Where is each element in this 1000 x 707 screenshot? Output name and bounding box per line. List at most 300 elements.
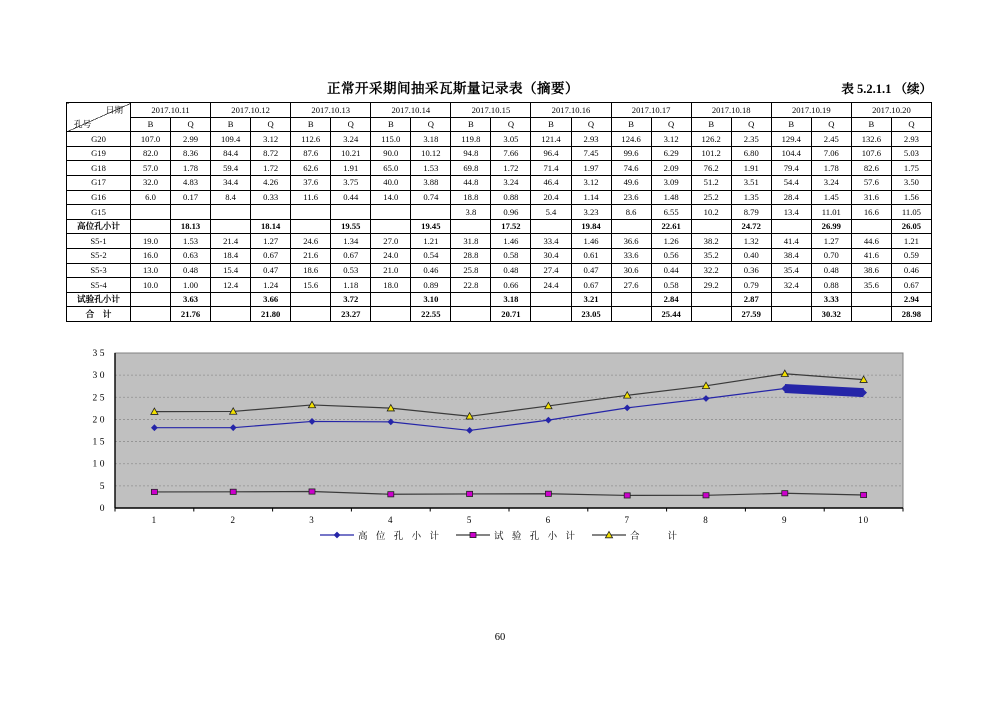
value-cell: 32.2 — [691, 263, 731, 278]
chart-marker-square — [861, 492, 867, 497]
subheader-cell: B — [211, 117, 251, 132]
chart-marker-square — [151, 489, 157, 494]
value-cell: 3.75 — [331, 175, 371, 190]
value-cell: 0.56 — [651, 248, 691, 263]
value-cell: 30.32 — [811, 307, 851, 322]
table-reference: 表 5.2.1.1 （续） — [841, 82, 932, 96]
value-cell — [131, 205, 171, 220]
title-bar — [66, 77, 932, 97]
y-axis-tick-label: 20 — [92, 415, 107, 426]
value-cell: 3.50 — [891, 175, 931, 190]
value-cell — [691, 307, 731, 322]
x-axis-tick-label: 7 — [624, 515, 630, 525]
value-cell: 29.2 — [691, 278, 731, 293]
value-cell: 1.53 — [171, 234, 211, 249]
value-cell: 3.51 — [731, 175, 771, 190]
value-cell: 32.0 — [131, 175, 171, 190]
value-cell: 24.4 — [531, 278, 571, 293]
date-header-cell: 2017.10.11 — [131, 103, 211, 118]
value-cell: 21.0 — [371, 263, 411, 278]
value-cell: 132.6 — [851, 132, 891, 147]
value-cell: 1.91 — [731, 161, 771, 176]
chart-marker-square — [624, 493, 630, 498]
value-cell: 3.88 — [411, 175, 451, 190]
value-cell: 38.2 — [691, 234, 731, 249]
gas-extraction-chart — [60, 348, 940, 558]
legend-item — [456, 528, 578, 542]
value-cell: 0.66 — [491, 278, 531, 293]
value-cell: 51.2 — [691, 175, 731, 190]
value-cell: 0.67 — [891, 278, 931, 293]
chart-canvas — [60, 348, 940, 528]
corner-date-label: 日期 — [105, 105, 123, 115]
table-row — [67, 146, 932, 161]
value-cell: 3.10 — [411, 292, 451, 307]
page-title: 正常开采期间抽采瓦斯量记录表（摘要） — [327, 81, 579, 96]
value-cell: 26.05 — [891, 219, 931, 234]
value-cell: 1.32 — [731, 234, 771, 249]
value-cell: 24.72 — [731, 219, 771, 234]
value-cell: 3.09 — [651, 175, 691, 190]
value-cell: 0.47 — [251, 263, 291, 278]
value-cell: 94.8 — [451, 146, 491, 161]
value-cell — [371, 205, 411, 220]
subheader-cell: B — [131, 117, 171, 132]
table-row — [67, 278, 932, 293]
value-cell: 8.72 — [251, 146, 291, 161]
value-cell: 1.21 — [891, 234, 931, 249]
legend-label: 合 计 — [630, 532, 681, 542]
chart-marker-square — [230, 489, 236, 494]
value-cell — [691, 219, 731, 234]
value-cell — [531, 219, 571, 234]
subheader-cell: Q — [731, 117, 771, 132]
value-cell: 71.4 — [531, 161, 571, 176]
value-cell: 1.00 — [171, 278, 211, 293]
value-cell: 0.48 — [171, 263, 211, 278]
value-cell — [611, 219, 651, 234]
value-cell: 0.17 — [171, 190, 211, 205]
date-header-cell: 2017.10.19 — [771, 103, 851, 118]
value-cell — [131, 219, 171, 234]
value-cell: 21.80 — [251, 307, 291, 322]
value-cell: 10.12 — [411, 146, 451, 161]
value-cell: 104.4 — [771, 146, 811, 161]
legend-label: 高 位 孔 小 计 — [357, 532, 442, 542]
table-header-bq — [67, 117, 932, 132]
legend-marker-sample — [456, 530, 490, 540]
value-cell — [771, 219, 811, 234]
row-label-cell: S5-1 — [67, 234, 131, 249]
value-cell: 21.6 — [291, 248, 331, 263]
value-cell: 28.8 — [451, 248, 491, 263]
value-cell: 59.4 — [211, 161, 251, 176]
value-cell: 22.8 — [451, 278, 491, 293]
value-cell: 23.05 — [571, 307, 611, 322]
chart-marker-square — [703, 493, 709, 498]
value-cell — [371, 219, 411, 234]
subheader-cell: B — [771, 117, 811, 132]
chart-marker-square — [545, 491, 551, 496]
value-cell: 6.29 — [651, 146, 691, 161]
value-cell: 19.55 — [331, 219, 371, 234]
value-cell: 10.21 — [331, 146, 371, 161]
value-cell: 79.4 — [771, 161, 811, 176]
value-cell — [851, 307, 891, 322]
table-row — [67, 132, 932, 147]
value-cell: 121.4 — [531, 132, 571, 147]
value-cell: 1.91 — [331, 161, 371, 176]
value-cell: 35.2 — [691, 248, 731, 263]
value-cell: 10.2 — [691, 205, 731, 220]
value-cell — [211, 292, 251, 307]
value-cell: 82.6 — [851, 161, 891, 176]
value-cell: 2.93 — [571, 132, 611, 147]
value-cell: 1.72 — [251, 161, 291, 176]
subheader-cell: Q — [251, 117, 291, 132]
value-cell: 0.33 — [251, 190, 291, 205]
value-cell: 3.63 — [171, 292, 211, 307]
value-cell: 2.35 — [731, 132, 771, 147]
value-cell: 27.4 — [531, 263, 571, 278]
value-cell: 37.6 — [291, 175, 331, 190]
value-cell: 21.76 — [171, 307, 211, 322]
value-cell: 23.6 — [611, 190, 651, 205]
subheader-cell: Q — [411, 117, 451, 132]
chart-marker-square — [467, 491, 473, 496]
value-cell: 46.4 — [531, 175, 571, 190]
value-cell: 1.75 — [891, 161, 931, 176]
table-row — [67, 307, 932, 322]
chart-marker-square — [388, 492, 394, 497]
value-cell: 49.6 — [611, 175, 651, 190]
subheader-cell: B — [851, 117, 891, 132]
value-cell — [131, 307, 171, 322]
subheader-cell: B — [371, 117, 411, 132]
value-cell: 3.66 — [251, 292, 291, 307]
legend-marker-sample — [320, 530, 354, 540]
value-cell: 11.01 — [811, 205, 851, 220]
row-label-cell: G16 — [67, 190, 131, 205]
value-cell: 41.4 — [771, 234, 811, 249]
value-cell: 1.78 — [171, 161, 211, 176]
value-cell — [691, 292, 731, 307]
value-cell: 21.4 — [211, 234, 251, 249]
value-cell: 38.6 — [851, 263, 891, 278]
date-header-cell: 2017.10.20 — [851, 103, 931, 118]
value-cell: 1.14 — [571, 190, 611, 205]
value-cell: 34.4 — [211, 175, 251, 190]
value-cell: 126.2 — [691, 132, 731, 147]
value-cell: 1.78 — [811, 161, 851, 176]
value-cell: 33.6 — [611, 248, 651, 263]
value-cell: 2.87 — [731, 292, 771, 307]
value-cell: 18.13 — [171, 219, 211, 234]
table-row — [67, 175, 932, 190]
value-cell: 0.88 — [811, 278, 851, 293]
value-cell: 0.89 — [411, 278, 451, 293]
subheader-cell: Q — [331, 117, 371, 132]
subheader-cell: Q — [891, 117, 931, 132]
x-axis-tick-label: 9 — [782, 515, 788, 525]
value-cell: 11.05 — [891, 205, 931, 220]
value-cell: 1.45 — [811, 190, 851, 205]
x-axis-tick-label: 1 — [151, 515, 158, 525]
value-cell: 23.27 — [331, 307, 371, 322]
value-cell: 112.6 — [291, 132, 331, 147]
chart-legend — [60, 528, 940, 542]
value-cell: 19.84 — [571, 219, 611, 234]
value-cell: 74.6 — [611, 161, 651, 176]
value-cell — [531, 292, 571, 307]
value-cell: 8.79 — [731, 205, 771, 220]
value-cell: 6.55 — [651, 205, 691, 220]
value-cell: 38.4 — [771, 248, 811, 263]
chart-marker-square — [782, 491, 788, 496]
value-cell: 54.4 — [771, 175, 811, 190]
row-label-cell: S5-4 — [67, 278, 131, 293]
value-cell: 96.4 — [531, 146, 571, 161]
value-cell: 44.8 — [451, 175, 491, 190]
value-cell: 12.4 — [211, 278, 251, 293]
value-cell: 22.55 — [411, 307, 451, 322]
value-cell: 25.44 — [651, 307, 691, 322]
date-header-cell: 2017.10.12 — [211, 103, 291, 118]
value-cell: 32.4 — [771, 278, 811, 293]
value-cell: 30.6 — [611, 263, 651, 278]
value-cell: 18.0 — [371, 278, 411, 293]
value-cell: 22.61 — [651, 219, 691, 234]
value-cell: 0.46 — [411, 263, 451, 278]
value-cell: 0.67 — [251, 248, 291, 263]
value-cell: 20.4 — [531, 190, 571, 205]
row-label-cell: 试验孔小计 — [67, 292, 131, 307]
row-label-cell: G15 — [67, 205, 131, 220]
value-cell: 35.4 — [771, 263, 811, 278]
value-cell — [851, 219, 891, 234]
value-cell: 3.05 — [491, 132, 531, 147]
value-cell: 0.67 — [571, 278, 611, 293]
value-cell — [451, 307, 491, 322]
value-cell: 8.4 — [211, 190, 251, 205]
subheader-cell: Q — [651, 117, 691, 132]
value-cell: 129.4 — [771, 132, 811, 147]
value-cell: 0.48 — [491, 263, 531, 278]
x-axis-tick-label: 2 — [230, 515, 236, 525]
value-cell — [851, 292, 891, 307]
value-cell: 69.8 — [451, 161, 491, 176]
gas-extraction-table — [66, 102, 932, 322]
value-cell: 1.46 — [491, 234, 531, 249]
value-cell: 35.6 — [851, 278, 891, 293]
value-cell: 5.03 — [891, 146, 931, 161]
table-row — [67, 219, 932, 234]
value-cell: 26.99 — [811, 219, 851, 234]
value-cell: 3.12 — [571, 175, 611, 190]
value-cell — [771, 292, 811, 307]
value-cell — [371, 307, 411, 322]
row-label-cell: S5-2 — [67, 248, 131, 263]
subheader-cell: B — [451, 117, 491, 132]
value-cell: 2.94 — [891, 292, 931, 307]
table-row — [67, 263, 932, 278]
value-cell: 3.23 — [571, 205, 611, 220]
value-cell: 13.0 — [131, 263, 171, 278]
date-header-cell: 2017.10.16 — [531, 103, 611, 118]
value-cell — [291, 307, 331, 322]
value-cell: 0.74 — [411, 190, 451, 205]
legend-label: 试 验 孔 小 计 — [493, 532, 578, 542]
value-cell: 31.8 — [451, 234, 491, 249]
x-axis-tick-label: 4 — [388, 515, 394, 525]
value-cell — [291, 205, 331, 220]
value-cell: 18.6 — [291, 263, 331, 278]
subheader-cell: B — [531, 117, 571, 132]
value-cell: 0.44 — [331, 190, 371, 205]
value-cell: 24.6 — [291, 234, 331, 249]
value-cell: 1.24 — [251, 278, 291, 293]
value-cell: 25.8 — [451, 263, 491, 278]
value-cell: 124.6 — [611, 132, 651, 147]
value-cell: 27.59 — [731, 307, 771, 322]
row-label-cell: 高位孔小计 — [67, 219, 131, 234]
value-cell: 2.93 — [891, 132, 931, 147]
value-cell: 8.6 — [611, 205, 651, 220]
x-axis-tick-label: 5 — [466, 515, 473, 525]
value-cell: 76.2 — [691, 161, 731, 176]
value-cell: 7.66 — [491, 146, 531, 161]
row-label-cell: G19 — [67, 146, 131, 161]
value-cell: 3.8 — [451, 205, 491, 220]
legend-marker-sample — [592, 530, 626, 540]
value-cell: 3.24 — [811, 175, 851, 190]
value-cell: 18.4 — [211, 248, 251, 263]
y-axis-tick-label: 5 — [99, 481, 107, 492]
value-cell: 2.84 — [651, 292, 691, 307]
value-cell: 16.0 — [131, 248, 171, 263]
value-cell — [451, 292, 491, 307]
value-cell: 4.26 — [251, 175, 291, 190]
value-cell: 18.14 — [251, 219, 291, 234]
value-cell: 99.6 — [611, 146, 651, 161]
value-cell: 25.2 — [691, 190, 731, 205]
value-cell: 1.26 — [651, 234, 691, 249]
value-cell: 18.8 — [451, 190, 491, 205]
date-header-cell: 2017.10.14 — [371, 103, 451, 118]
y-axis-tick-label: 25 — [92, 393, 107, 404]
value-cell: 28.98 — [891, 307, 931, 322]
value-cell: 14.0 — [371, 190, 411, 205]
value-cell: 3.24 — [331, 132, 371, 147]
value-cell: 0.47 — [571, 263, 611, 278]
value-cell: 5.4 — [531, 205, 571, 220]
value-cell: 57.6 — [851, 175, 891, 190]
value-cell: 10.0 — [131, 278, 171, 293]
value-cell: 3.12 — [251, 132, 291, 147]
value-cell: 16.6 — [851, 205, 891, 220]
page-number: 60 — [494, 632, 506, 643]
value-cell: 20.71 — [491, 307, 531, 322]
value-cell: 24.0 — [371, 248, 411, 263]
value-cell: 40.0 — [371, 175, 411, 190]
table-header-dates — [67, 103, 932, 118]
value-cell: 7.45 — [571, 146, 611, 161]
value-cell: 44.6 — [851, 234, 891, 249]
value-cell: 0.61 — [571, 248, 611, 263]
value-cell — [291, 292, 331, 307]
value-cell: 115.0 — [371, 132, 411, 147]
subheader-cell: Q — [491, 117, 531, 132]
y-axis-tick-label: 15 — [92, 437, 107, 448]
value-cell: 0.58 — [651, 278, 691, 293]
value-cell: 0.36 — [731, 263, 771, 278]
value-cell: 0.46 — [891, 263, 931, 278]
value-cell: 65.0 — [371, 161, 411, 176]
value-cell: 87.6 — [291, 146, 331, 161]
value-cell: 0.54 — [411, 248, 451, 263]
value-cell: 0.67 — [331, 248, 371, 263]
value-cell — [171, 205, 211, 220]
value-cell — [211, 205, 251, 220]
value-cell: 2.99 — [171, 132, 211, 147]
value-cell: 0.79 — [731, 278, 771, 293]
value-cell: 0.48 — [811, 263, 851, 278]
value-cell: 31.6 — [851, 190, 891, 205]
value-cell: 107.6 — [851, 146, 891, 161]
x-axis-tick-label: 10 — [858, 515, 870, 525]
value-cell: 0.44 — [651, 263, 691, 278]
value-cell: 19.0 — [131, 234, 171, 249]
value-cell: 13.4 — [771, 205, 811, 220]
value-cell — [531, 307, 571, 322]
value-cell: 3.72 — [331, 292, 371, 307]
value-cell: 0.58 — [491, 248, 531, 263]
value-cell: 36.6 — [611, 234, 651, 249]
x-axis-tick-label: 8 — [703, 515, 709, 525]
value-cell: 30.4 — [531, 248, 571, 263]
corner-hole-label: 孔号 — [74, 118, 92, 129]
subheader-cell: B — [691, 117, 731, 132]
value-cell: 1.18 — [331, 278, 371, 293]
value-cell — [211, 219, 251, 234]
value-cell: 1.46 — [571, 234, 611, 249]
y-axis-tick-label: 30 — [92, 371, 107, 382]
value-cell: 0.40 — [731, 248, 771, 263]
value-cell: 1.35 — [731, 190, 771, 205]
value-cell: 6.80 — [731, 146, 771, 161]
value-cell: 2.09 — [651, 161, 691, 176]
value-cell — [331, 205, 371, 220]
value-cell: 0.88 — [491, 190, 531, 205]
value-cell: 1.97 — [571, 161, 611, 176]
table-row — [67, 292, 932, 307]
table-row — [67, 190, 932, 205]
date-header-cell: 2017.10.17 — [611, 103, 691, 118]
date-header-cell: 2017.10.18 — [691, 103, 771, 118]
value-cell: 1.27 — [811, 234, 851, 249]
x-axis-tick-label: 3 — [309, 515, 315, 525]
subheader-cell: Q — [811, 117, 851, 132]
value-cell — [371, 292, 411, 307]
value-cell: 107.0 — [131, 132, 171, 147]
value-cell — [451, 219, 491, 234]
value-cell: 1.34 — [331, 234, 371, 249]
value-cell: 41.6 — [851, 248, 891, 263]
legend-item — [592, 528, 680, 542]
value-cell: 28.4 — [771, 190, 811, 205]
row-label-cell: G18 — [67, 161, 131, 176]
value-cell: 0.53 — [331, 263, 371, 278]
